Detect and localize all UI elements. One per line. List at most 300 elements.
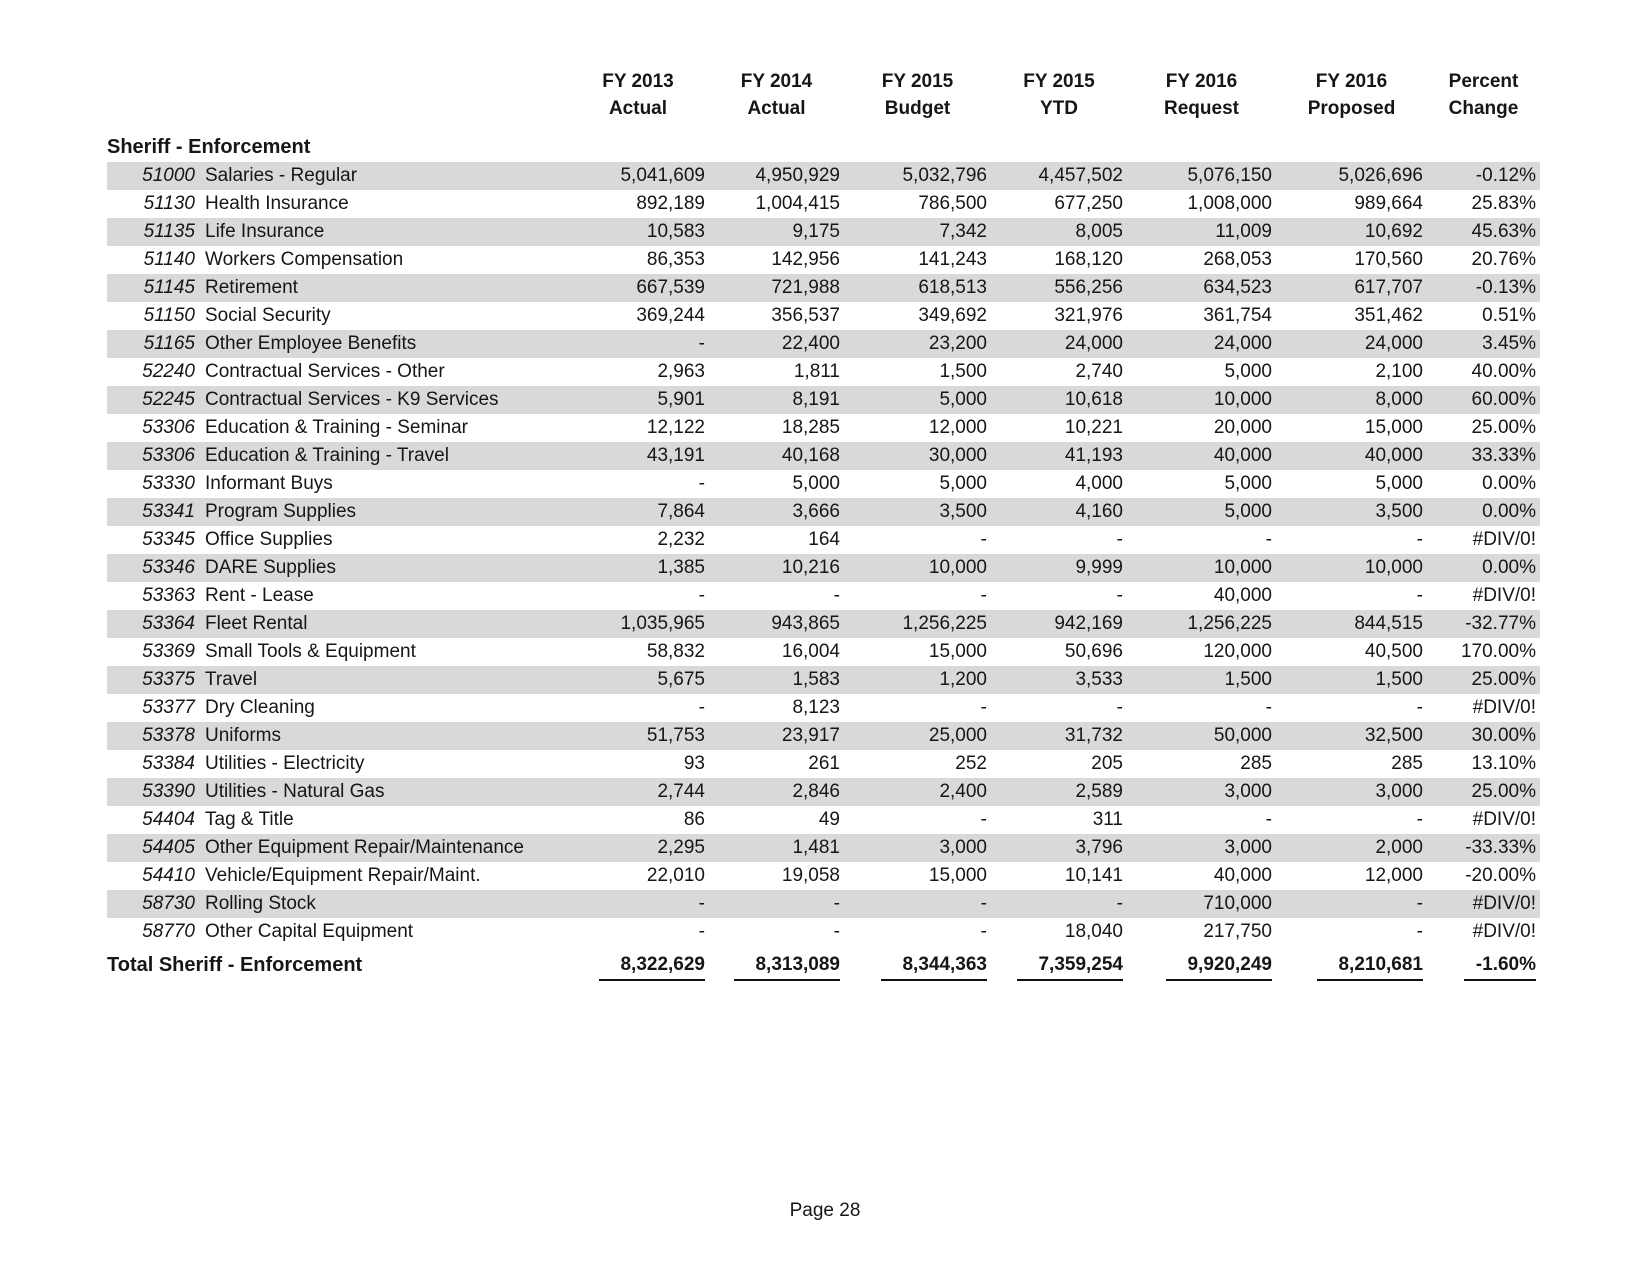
- value-cell: 261: [808, 753, 840, 774]
- page-number: Page 28: [789, 1200, 861, 1221]
- value-cell: 5,000: [939, 473, 987, 494]
- table-row: [107, 694, 1540, 722]
- total-value-cell: [1127, 946, 1276, 994]
- account-cell: [107, 442, 567, 470]
- value-cell: 1,500: [939, 361, 987, 382]
- value-cell: 2,744: [657, 781, 705, 802]
- percent-cell: 20.76%: [1471, 249, 1536, 270]
- account-cell: [107, 666, 567, 694]
- value-cell: 5,675: [657, 669, 705, 690]
- percent-cell: #DIV/0!: [1472, 921, 1536, 942]
- value-cell: -: [1265, 529, 1272, 550]
- account-cell: [107, 162, 567, 190]
- account-label: Informant Buys: [205, 473, 333, 494]
- value-cell: 369,244: [636, 305, 705, 326]
- value-cell: 10,618: [1064, 389, 1123, 410]
- total-value: 8,322,629: [599, 954, 705, 981]
- value-cell: 5,041,609: [620, 165, 705, 186]
- value-cell: 3,500: [1375, 501, 1423, 522]
- value-cell: 3,000: [1375, 781, 1423, 802]
- percent-cell: -0.13%: [1475, 277, 1536, 298]
- percent-cell: #DIV/0!: [1472, 893, 1536, 914]
- percent-cell: #DIV/0!: [1472, 585, 1536, 606]
- value-cell: 311: [1092, 809, 1123, 830]
- table-row: [107, 358, 1540, 386]
- value-cell: 942,169: [1054, 613, 1123, 634]
- value-cell: -: [980, 921, 987, 942]
- account-cell: [107, 582, 567, 610]
- account-code: 53345: [142, 529, 195, 550]
- value-cell: 721,988: [771, 277, 840, 298]
- value-cell: 24,000: [1364, 333, 1423, 354]
- table-row: [107, 554, 1540, 582]
- value-cell: 4,160: [1075, 501, 1123, 522]
- account-code: 53375: [142, 669, 195, 690]
- value-cell: 40,000: [1364, 445, 1423, 466]
- total-percent-cell: [1427, 946, 1540, 994]
- account-label: Other Equipment Repair/Maintenance: [205, 837, 524, 858]
- account-cell: [107, 722, 567, 750]
- account-label: Health Insurance: [205, 193, 349, 214]
- table-row: [107, 582, 1540, 610]
- value-cell: 205: [1091, 753, 1123, 774]
- account-code: 54404: [142, 809, 195, 830]
- value-cell: 2,740: [1075, 361, 1123, 382]
- value-cell: -: [698, 921, 705, 942]
- value-cell: 1,481: [792, 837, 840, 858]
- total-value: 9,920,249: [1166, 954, 1272, 981]
- percent-cell: -20.00%: [1465, 865, 1536, 886]
- account-code: 53341: [142, 501, 195, 522]
- account-code: 53330: [142, 473, 195, 494]
- value-cell: 285: [1391, 753, 1423, 774]
- value-cell: 892,189: [636, 193, 705, 214]
- value-cell: 164: [808, 529, 840, 550]
- account-cell: [107, 414, 567, 442]
- value-cell: -: [1116, 529, 1123, 550]
- value-cell: 50,000: [1213, 725, 1272, 746]
- value-cell: 1,004,415: [755, 193, 840, 214]
- value-cell: 8,191: [792, 389, 840, 410]
- account-label: Vehicle/Equipment Repair/Maint.: [205, 865, 481, 886]
- value-cell: 1,035,965: [620, 613, 705, 634]
- value-cell: 1,500: [1375, 669, 1423, 690]
- account-label: Education & Training - Seminar: [205, 417, 468, 438]
- value-cell: 31,732: [1064, 725, 1123, 746]
- value-cell: 10,692: [1364, 221, 1423, 242]
- account-code: 53377: [142, 697, 195, 718]
- table-row: [107, 246, 1540, 274]
- total-value: 8,344,363: [881, 954, 987, 981]
- percent-cell: -33.33%: [1465, 837, 1536, 858]
- account-label: Small Tools & Equipment: [205, 641, 416, 662]
- value-cell: 1,500: [1224, 669, 1272, 690]
- column-header-fy2015-ytd: [991, 68, 1127, 132]
- value-cell: 32,500: [1364, 725, 1423, 746]
- value-cell: 3,533: [1075, 669, 1123, 690]
- percent-cell: 30.00%: [1471, 725, 1536, 746]
- value-cell: 141,243: [918, 249, 987, 270]
- header-line: FY 2015: [881, 71, 954, 92]
- column-header-percent-change: [1427, 68, 1540, 132]
- table-row: [107, 778, 1540, 806]
- account-code: 52240: [142, 361, 195, 382]
- value-cell: 8,000: [1375, 389, 1423, 410]
- value-cell: -: [980, 893, 987, 914]
- value-cell: 40,000: [1213, 445, 1272, 466]
- account-label: Life Insurance: [205, 221, 325, 242]
- percent-cell: 13.10%: [1471, 753, 1536, 774]
- total-value-cell: [1276, 946, 1427, 994]
- account-code: 54410: [142, 865, 195, 886]
- account-code: 53306: [142, 417, 195, 438]
- table-row: [107, 498, 1540, 526]
- value-cell: 40,000: [1213, 585, 1272, 606]
- percent-cell: 0.51%: [1482, 305, 1536, 326]
- table-row: [107, 302, 1540, 330]
- value-cell: 7,864: [657, 501, 705, 522]
- value-cell: -: [1416, 921, 1423, 942]
- value-cell: 12,122: [646, 417, 705, 438]
- value-cell: 30,000: [928, 445, 987, 466]
- value-cell: 10,221: [1064, 417, 1123, 438]
- budget-table: [107, 68, 1540, 994]
- total-value-cell: [709, 946, 844, 994]
- account-cell: [107, 750, 567, 778]
- table-row: [107, 722, 1540, 750]
- account-cell: [107, 554, 567, 582]
- value-cell: -: [698, 473, 705, 494]
- table-row: [107, 750, 1540, 778]
- column-header-empty: [107, 68, 567, 132]
- account-label: Education & Training - Travel: [205, 445, 449, 466]
- value-cell: 5,000: [1224, 361, 1272, 382]
- budget-sheet: [107, 68, 1540, 994]
- account-code: 51135: [143, 221, 195, 242]
- account-label: Social Security: [205, 305, 331, 326]
- value-cell: -: [1416, 893, 1423, 914]
- account-label: Utilities - Natural Gas: [205, 781, 385, 802]
- account-label: Tag & Title: [205, 809, 294, 830]
- percent-cell: 33.33%: [1471, 445, 1536, 466]
- account-label: Contractual Services - K9 Services: [205, 389, 499, 410]
- account-label: Utilities - Electricity: [205, 753, 365, 774]
- value-cell: 10,000: [1213, 389, 1272, 410]
- value-cell: 361,754: [1203, 305, 1272, 326]
- value-cell: 5,032,796: [902, 165, 987, 186]
- account-cell: [107, 806, 567, 834]
- value-cell: 19,058: [781, 865, 840, 886]
- account-label: Salaries - Regular: [205, 165, 358, 186]
- value-cell: 10,000: [928, 557, 987, 578]
- table-row: [107, 330, 1540, 358]
- value-cell: 1,811: [793, 361, 840, 382]
- value-cell: -: [1416, 529, 1423, 550]
- value-cell: 2,963: [657, 361, 705, 382]
- account-cell: [107, 302, 567, 330]
- value-cell: 5,000: [1375, 473, 1423, 494]
- account-code: 58730: [142, 893, 195, 914]
- account-code: 53346: [142, 557, 195, 578]
- account-cell: [107, 834, 567, 862]
- value-cell: 5,000: [1224, 473, 1272, 494]
- percent-cell: 0.00%: [1482, 473, 1536, 494]
- value-cell: -: [1416, 585, 1423, 606]
- value-cell: 2,232: [657, 529, 705, 550]
- header-line: FY 2014: [740, 71, 813, 92]
- column-header-fy2016-request: [1127, 68, 1276, 132]
- account-label: Fleet Rental: [205, 613, 308, 634]
- header-line: FY 2013: [602, 71, 674, 92]
- percent-cell: 25.83%: [1471, 193, 1536, 214]
- percent-cell: 25.00%: [1471, 781, 1536, 802]
- account-code: 52245: [142, 389, 195, 410]
- value-cell: 268,053: [1203, 249, 1272, 270]
- account-label: Uniforms: [205, 725, 282, 746]
- value-cell: -: [833, 921, 840, 942]
- value-cell: 15,000: [1364, 417, 1423, 438]
- value-cell: 1,256,225: [1187, 613, 1272, 634]
- value-cell: 5,000: [792, 473, 840, 494]
- account-label: DARE Supplies: [205, 557, 336, 578]
- table-row: [107, 862, 1540, 890]
- percent-cell: 25.00%: [1471, 417, 1536, 438]
- table-row: [107, 610, 1540, 638]
- account-label: Office Supplies: [205, 529, 333, 550]
- account-cell: [107, 386, 567, 414]
- value-cell: 2,100: [1375, 361, 1423, 382]
- value-cell: 86: [683, 809, 705, 830]
- percent-cell: 45.63%: [1471, 221, 1536, 242]
- value-cell: 5,076,150: [1187, 165, 1272, 186]
- value-cell: 25,000: [928, 725, 987, 746]
- account-cell: [107, 470, 567, 498]
- value-cell: 24,000: [1064, 333, 1123, 354]
- value-cell: 142,956: [771, 249, 840, 270]
- value-cell: 285: [1240, 753, 1272, 774]
- value-cell: 170,560: [1354, 249, 1423, 270]
- table-row: [107, 162, 1540, 190]
- account-label: Travel: [205, 669, 258, 690]
- value-cell: 5,000: [939, 389, 987, 410]
- header-line: YTD: [1040, 98, 1078, 119]
- header-line: Actual: [608, 98, 668, 119]
- account-cell: [107, 218, 567, 246]
- percent-cell: 170.00%: [1460, 641, 1536, 662]
- percent-cell: 25.00%: [1471, 669, 1536, 690]
- value-cell: 844,515: [1354, 613, 1423, 634]
- value-cell: 10,141: [1064, 865, 1123, 886]
- account-code: 51165: [143, 333, 195, 354]
- total-value: 8,313,089: [734, 954, 840, 981]
- value-cell: 2,846: [792, 781, 840, 802]
- percent-cell: 3.45%: [1482, 333, 1536, 354]
- value-cell: 40,000: [1213, 865, 1272, 886]
- value-cell: 120,000: [1203, 641, 1272, 662]
- value-cell: -: [698, 697, 705, 718]
- value-cell: 5,026,696: [1338, 165, 1423, 186]
- account-label: Other Employee Benefits: [205, 333, 417, 354]
- account-code: 51000: [142, 165, 195, 186]
- account-cell: [107, 526, 567, 554]
- section-title: Sheriff - Enforcement: [107, 135, 311, 158]
- value-cell: -: [698, 585, 705, 606]
- account-cell: [107, 610, 567, 638]
- value-cell: 22,010: [646, 865, 705, 886]
- value-cell: 1,385: [657, 557, 705, 578]
- header-line: Change: [1448, 98, 1519, 119]
- value-cell: 356,537: [771, 305, 840, 326]
- percent-cell: 40.00%: [1471, 361, 1536, 382]
- table-row: [107, 218, 1540, 246]
- account-code: 53378: [142, 725, 195, 746]
- section-title-row: [107, 132, 1540, 162]
- value-cell: 618,513: [918, 277, 987, 298]
- value-cell: 12,000: [1364, 865, 1423, 886]
- account-code: 51130: [143, 193, 195, 214]
- account-cell: [107, 890, 567, 918]
- percent-cell: #DIV/0!: [1472, 697, 1536, 718]
- value-cell: 989,664: [1354, 193, 1423, 214]
- value-cell: 20,000: [1213, 417, 1272, 438]
- value-cell: 22,400: [781, 333, 840, 354]
- value-cell: 217,750: [1203, 921, 1272, 942]
- value-cell: -: [833, 893, 840, 914]
- account-code: 53384: [142, 753, 195, 774]
- value-cell: 3,796: [1075, 837, 1123, 858]
- account-label: Rolling Stock: [205, 893, 316, 914]
- value-cell: 4,000: [1075, 473, 1123, 494]
- account-code: 51145: [143, 277, 195, 298]
- value-cell: 349,692: [918, 305, 987, 326]
- table-row: [107, 806, 1540, 834]
- account-code: 51150: [143, 305, 195, 326]
- value-cell: 40,500: [1364, 641, 1423, 662]
- header-line: FY 2016: [1165, 71, 1238, 92]
- value-cell: 252: [955, 753, 987, 774]
- total-value-cell: [991, 946, 1127, 994]
- percent-cell: -32.77%: [1465, 613, 1536, 634]
- percent-cell: 0.00%: [1482, 557, 1536, 578]
- percent-cell: 0.00%: [1482, 501, 1536, 522]
- value-cell: 12,000: [928, 417, 987, 438]
- value-cell: 51,753: [646, 725, 705, 746]
- value-cell: -: [1116, 893, 1123, 914]
- value-cell: 1,256,225: [902, 613, 987, 634]
- value-cell: 41,193: [1064, 445, 1123, 466]
- account-code: 53306: [142, 445, 195, 466]
- total-row: [107, 946, 1540, 994]
- value-cell: 3,000: [1224, 781, 1272, 802]
- account-label: Workers Compensation: [205, 249, 404, 270]
- account-cell: [107, 358, 567, 386]
- table-row: [107, 274, 1540, 302]
- account-code: 54405: [142, 837, 195, 858]
- value-cell: 86,353: [646, 249, 705, 270]
- account-cell: [107, 862, 567, 890]
- table-row: [107, 414, 1540, 442]
- account-cell: [107, 694, 567, 722]
- value-cell: 2,400: [939, 781, 987, 802]
- total-value: 8,210,681: [1317, 954, 1423, 981]
- value-cell: -: [980, 697, 987, 718]
- value-cell: 16,004: [781, 641, 840, 662]
- header-line: FY 2015: [1023, 71, 1095, 92]
- table-row: [107, 470, 1540, 498]
- value-cell: 23,917: [781, 725, 840, 746]
- header-line: Proposed: [1307, 98, 1396, 119]
- value-cell: 10,000: [1364, 557, 1423, 578]
- table-row: [107, 442, 1540, 470]
- account-label: Rent - Lease: [205, 585, 314, 606]
- account-label: Dry Cleaning: [205, 697, 315, 718]
- value-cell: 24,000: [1213, 333, 1272, 354]
- total-value-cell: [844, 946, 991, 994]
- column-header-fy2013-actual: [567, 68, 709, 132]
- value-cell: 18,285: [781, 417, 840, 438]
- header-line: FY 2016: [1315, 71, 1388, 92]
- account-label: Retirement: [205, 277, 298, 298]
- value-cell: -: [1265, 697, 1272, 718]
- value-cell: 634,523: [1203, 277, 1272, 298]
- value-cell: 9,999: [1075, 557, 1123, 578]
- column-header-fy2016-proposed: [1276, 68, 1427, 132]
- account-code: 53363: [142, 585, 195, 606]
- value-cell: 2,589: [1075, 781, 1123, 802]
- value-cell: 556,256: [1054, 277, 1123, 298]
- value-cell: -: [1416, 697, 1423, 718]
- value-cell: -: [833, 585, 840, 606]
- value-cell: 5,901: [657, 389, 705, 410]
- value-cell: 677,250: [1054, 193, 1123, 214]
- value-cell: 8,005: [1075, 221, 1123, 242]
- table-row: [107, 834, 1540, 862]
- value-cell: 8,123: [792, 697, 840, 718]
- value-cell: -: [980, 809, 987, 830]
- account-code: 53364: [142, 613, 195, 634]
- account-label: Program Supplies: [205, 501, 357, 522]
- account-cell: [107, 918, 567, 946]
- percent-cell: #DIV/0!: [1472, 529, 1536, 550]
- value-cell: 1,200: [939, 669, 987, 690]
- table-row: [107, 890, 1540, 918]
- value-cell: -: [698, 893, 705, 914]
- header-line: Request: [1164, 98, 1239, 119]
- value-cell: 3,666: [792, 501, 840, 522]
- account-cell: [107, 498, 567, 526]
- table-row: [107, 526, 1540, 554]
- column-header-fy2015-budget: [844, 68, 991, 132]
- table-row: [107, 666, 1540, 694]
- table-header-row: [107, 68, 1540, 132]
- table-row: [107, 918, 1540, 946]
- total-label: Total Sheriff - Enforcement: [107, 954, 363, 976]
- total-value-cell: [567, 946, 709, 994]
- account-label: Contractual Services - Other: [205, 361, 445, 382]
- table-row: [107, 638, 1540, 666]
- value-cell: 3,500: [939, 501, 987, 522]
- account-code: 51140: [143, 249, 195, 270]
- value-cell: 15,000: [928, 641, 987, 662]
- account-code: 53369: [142, 641, 195, 662]
- account-cell: [107, 190, 567, 218]
- value-cell: 49: [818, 809, 840, 830]
- value-cell: 50,696: [1064, 641, 1123, 662]
- value-cell: 18,040: [1064, 921, 1123, 942]
- value-cell: 7,342: [939, 221, 987, 242]
- value-cell: 4,457,502: [1038, 165, 1123, 186]
- value-cell: 321,976: [1054, 305, 1123, 326]
